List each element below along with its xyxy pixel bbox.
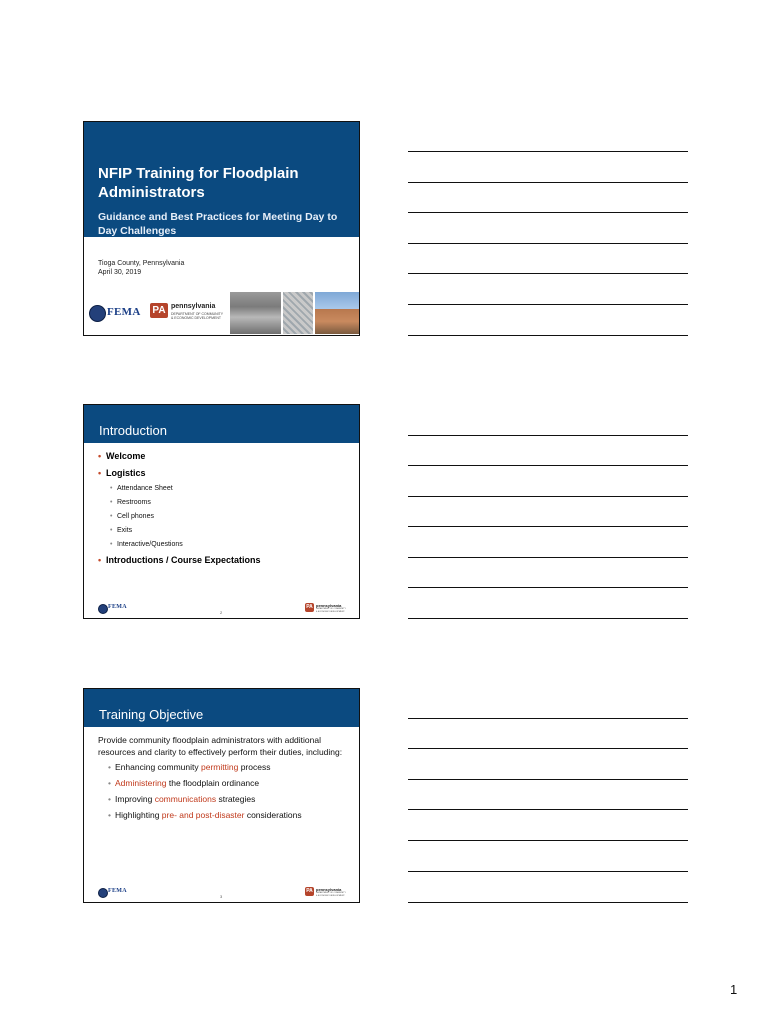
list-item: • Logistics — [98, 468, 359, 478]
pa-wordmark: pennsylvania — [171, 303, 216, 310]
pa-dept-line-1: DEPARTMENT OF COMMUNITY — [316, 608, 346, 610]
fema-logo: FEMA — [108, 604, 127, 610]
list-item: • Restrooms — [110, 499, 359, 506]
flood-map-image — [283, 292, 313, 334]
note-line — [408, 304, 688, 305]
pa-dept-line-1: DEPARTMENT OF COMMUNITY — [316, 892, 346, 894]
logo-strip — [84, 291, 359, 335]
dhs-seal-icon — [89, 305, 106, 322]
event-location: Tioga County, Pennsylvania — [98, 260, 185, 267]
note-line — [408, 809, 688, 810]
list-item — [108, 762, 359, 772]
dhs-seal-icon — [98, 604, 108, 614]
pa-department-text — [171, 312, 223, 320]
note-line — [408, 526, 688, 527]
note-line — [408, 840, 688, 841]
note-line — [408, 496, 688, 497]
fema-logo: FEMA — [107, 306, 141, 318]
pa-dept-line-1: DEPARTMENT OF COMMUNITY — [171, 312, 224, 316]
list-item — [108, 794, 359, 804]
note-line — [408, 182, 688, 183]
list-item — [108, 778, 359, 788]
slide-page-number: 3 — [220, 894, 223, 899]
pa-department-text — [316, 608, 346, 613]
item-text: Enhancing community — [115, 762, 201, 772]
slide-heading: NFIP Training for Floodplain Administrators — [98, 165, 299, 201]
slide-title-band — [84, 405, 359, 443]
slide-title-band — [84, 689, 359, 727]
item-text: strategies — [216, 794, 256, 804]
note-line — [408, 871, 688, 872]
list-item: • Exits — [110, 527, 359, 534]
slide-heading: Training Objective — [99, 707, 204, 722]
note-line — [408, 779, 688, 780]
list-item — [108, 810, 359, 820]
pa-dept-line-2: & ECONOMIC DEVELOPMENT — [316, 894, 345, 897]
list-item: • Attendance Sheet — [110, 485, 359, 492]
pa-keystone-icon: PA — [150, 303, 168, 318]
slide-introduction — [83, 404, 360, 619]
item-text: process — [238, 762, 271, 772]
item-text: the floodplain ordinance — [166, 778, 260, 788]
slide-title-band — [84, 122, 359, 237]
slide-training-objective — [83, 688, 360, 903]
pa-keystone-icon: PA — [306, 888, 313, 894]
highlight-text: Administering — [115, 778, 167, 788]
note-line — [408, 587, 688, 588]
pa-wordmark: pennsylvania — [316, 603, 342, 608]
note-line — [408, 212, 688, 213]
item-text: Highlighting — [115, 810, 162, 820]
note-line — [408, 465, 688, 466]
pa-department-text — [316, 892, 346, 897]
pa-keystone-icon: PA — [306, 604, 313, 610]
dhs-seal-icon — [98, 888, 108, 898]
event-details — [98, 259, 359, 277]
highlight-text: permitting — [201, 762, 239, 772]
bullet-list — [84, 451, 359, 565]
note-line — [408, 273, 688, 274]
slide-footer — [84, 602, 359, 618]
slide-page-number: 2 — [220, 610, 223, 615]
list-item: • Introductions / Course Expectations — [98, 555, 359, 565]
note-line — [408, 557, 688, 558]
slide-footer — [84, 886, 359, 902]
bullet-list — [84, 762, 359, 820]
note-line — [408, 435, 688, 436]
list-item: • Cell phones — [110, 513, 359, 520]
note-line — [408, 748, 688, 749]
list-item: • Welcome — [98, 451, 359, 461]
list-item: • Interactive/Questions — [110, 541, 359, 548]
note-line — [408, 618, 688, 619]
pa-dept-line-2: & ECONOMIC DEVELOPMENT — [316, 610, 345, 613]
highlight-text: communications — [154, 794, 217, 804]
highlight-text: pre- and post-disaster — [161, 810, 245, 820]
pa-dept-line-2: & ECONOMIC DEVELOPMENT — [171, 316, 221, 320]
slide-heading: Introduction — [99, 423, 167, 438]
note-line — [408, 335, 688, 336]
flood-photo — [230, 292, 281, 334]
pa-wordmark: pennsylvania — [316, 887, 342, 892]
event-date: April 30, 2019 — [98, 269, 142, 276]
slide-title — [83, 121, 360, 336]
slide-subtitle: Guidance and Best Practices for Meeting Day to Day Challenges — [98, 211, 338, 237]
note-line — [408, 718, 688, 719]
note-line — [408, 902, 688, 903]
objective-intro: Provide community floodplain administrators with additional resources and clarity to effectively perform their duties, including: — [98, 735, 343, 757]
elevated-house-photo — [315, 292, 360, 334]
note-line — [408, 151, 688, 152]
page-number: 1 — [730, 982, 738, 997]
note-line — [408, 243, 688, 244]
fema-logo: FEMA — [108, 888, 127, 894]
item-text: Improving — [115, 794, 155, 804]
item-text: considerations — [244, 810, 302, 820]
